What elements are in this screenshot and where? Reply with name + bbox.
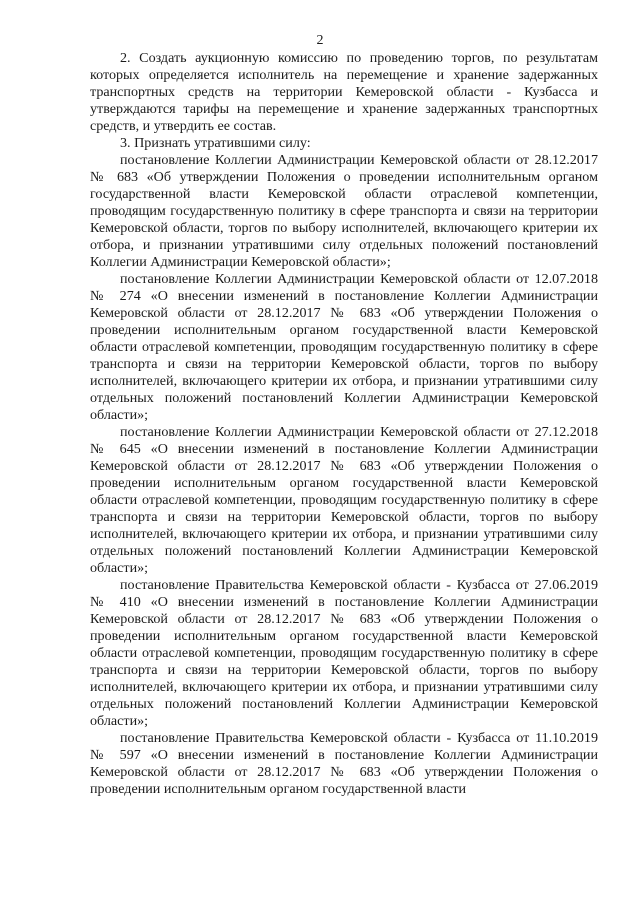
page-number: 2 [316,33,324,48]
repealed-act-3: постановление Коллегии Администрации Кемеровской области от 27.12.2018 № 645 «О внесении изменений в постановление Коллегии Администрации Кемеровской области от 28.12.2017 № 683 «Об утверждении Положения о проведении исполнительным органом государственной власти Кемеровской области отраслевой компетенции, проводящим государственную политику в сфере транспорта и связи на территории Кемеровской области, торгов по выбору исполнителей, включающего критерии их отбора, и признании утратившими силу отдельных положений постановлений Коллегии Администрации Кемеровской области»; [90,424,598,576]
repealed-act-4: постановление Правительства Кемеровской области - Кузбасса от 27.06.2019 № 410 «О внесении изменений в постановление Коллегии Администрации Кемеровской области от 28.12.2017 № 683 «Об утверждении Положения о проведении исполнительным органом государственной власти Кемеровской области отраслевой компетенции, проводящим государственную политику в сфере транспорта и связи на территории Кемеровской области, торгов по выбору исполнителей, включающего критерии их отбора, и признании утратившими силу отдельных положений постановлений Коллегии Администрации Кемеровской области»; [90,577,598,729]
repealed-act-1: постановление Коллегии Администрации Кемеровской области от 28.12.2017 № 683 «Об утверждении Положения о проведении исполнительным органом государственной власти Кемеровской области отраслевой компетенции, проводящим государственную политику в сфере транспорта и связи на территории Кемеровской области, торгов по выбору исполнителей, включающего критерии их отбора, и признании утратившими силу отдельных положений постановлений Коллегии Администрации Кемеровской области»; [90,152,598,270]
repealed-act-5: постановление Правительства Кемеровской области - Кузбасса от 11.10.2019 № 597 «О внесении изменений в постановление Коллегии Администрации Кемеровской области от 28.12.2017 № 683 «Об утверждении Положения о проведении исполнительным органом государственной власти [90,730,598,797]
document-body [90,50,598,798]
repealed-act-2: постановление Коллегии Администрации Кемеровской области от 12.07.2018 № 274 «О внесении изменений в постановление Коллегии Администрации Кемеровской области от 28.12.2017 № 683 «Об утверждении Положения о проведении исполнительным органом государственной власти Кемеровской области отраслевой компетенции, проводящим государственную политику в сфере транспорта и связи на территории Кемеровской области, торгов по выбору исполнителей, включающего критерии их отбора, и признании утратившими силу отдельных положений постановлений Коллегии Администрации Кемеровской области»; [90,271,598,423]
paragraph-item-3: 3. Признать утратившими силу: [120,135,311,151]
paragraph-item-2: 2. Создать аукционную комиссию по проведению торгов, по результатам которых определяется исполнитель на перемещение и хранение задержанных транспортных средств на территории Кемеровской области - Кузбасса и утверждаются тарифы на перемещение и хранение задержанных транспортных средств, и утвердить ее состав. [90,50,598,134]
